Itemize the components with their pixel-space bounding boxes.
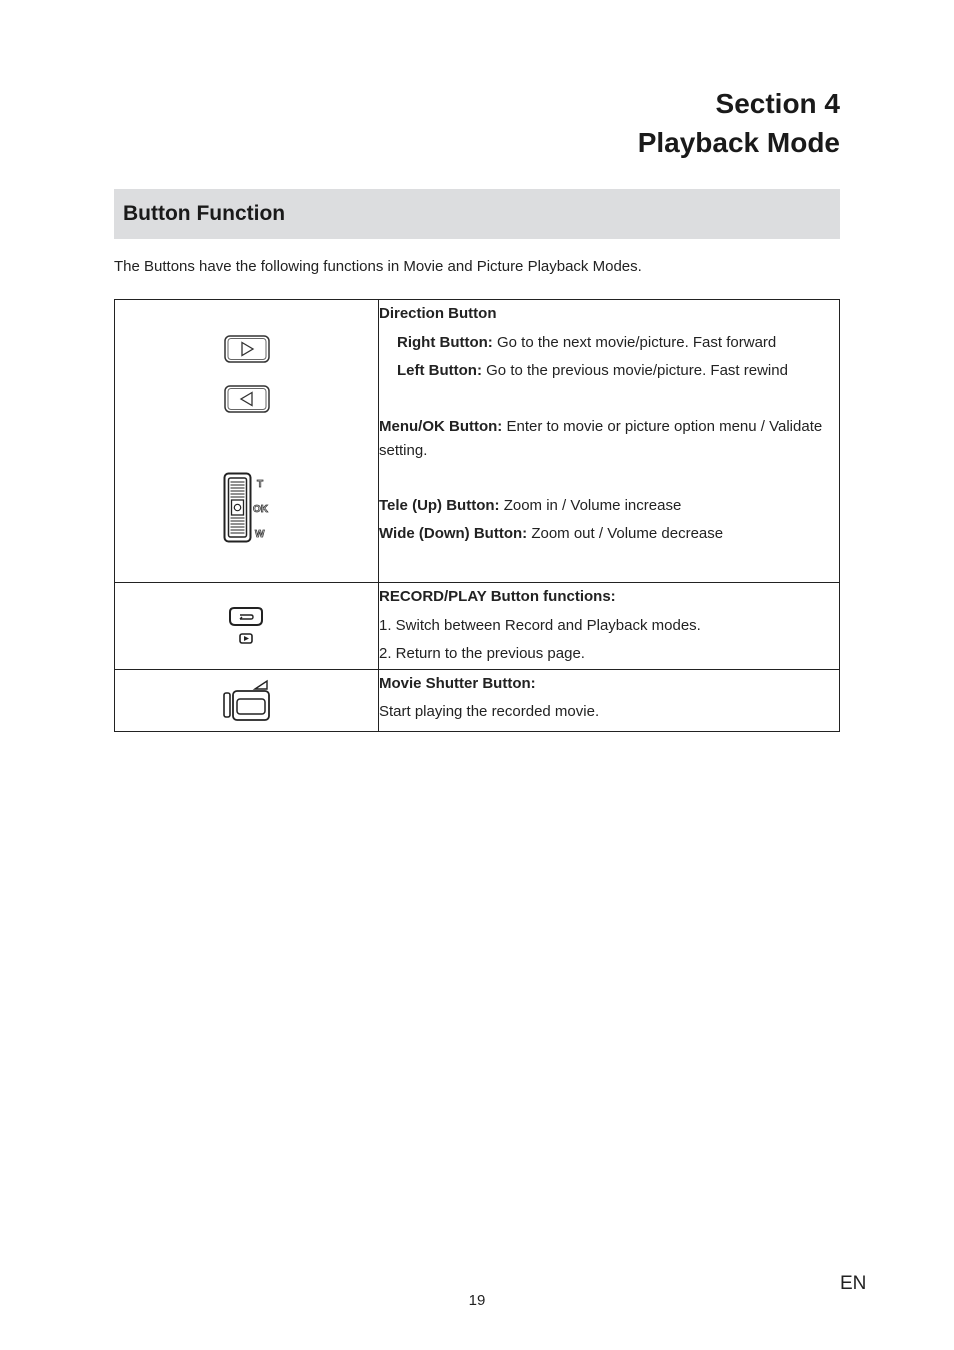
record-play-heading: RECORD/PLAY Button functions: [379,588,616,605]
icon-cell [115,583,379,670]
description-cell [379,583,840,670]
right-button-text: Go to the next movie/picture. Fast forward [496,333,777,351]
page-title: Playback Mode [637,127,840,158]
left-button-label: Left Button: [397,362,482,379]
movie-shutter-text: Start playing the recorded movie. [379,703,600,720]
tele-description [379,492,839,521]
icon-cell [115,300,379,583]
table-row [115,669,840,731]
wide-description [379,520,839,549]
record-play-item-1: 1. Switch between Record and Playback modes. [379,616,701,634]
rocker-wide-label: W [255,529,265,540]
menu-ok-text: Enter to movie or picture option menu / Validate setting. [379,417,823,459]
intro-paragraph: The Buttons have the following functions in Movie and Picture Playback Modes. [114,258,642,275]
rocker-tele-label: T [257,479,264,490]
zoom-ok-rocker-icon [223,472,273,544]
wide-text: Zoom out / Volume decrease [531,525,724,542]
right-button-label: Right Button: [397,333,493,351]
page-number: 19 [468,1292,486,1309]
movie-shutter-heading: Movie Shutter Button: [379,674,536,692]
record-play-button-icon [227,607,265,647]
record-play-item-2: 2. Return to the previous page. [379,645,585,662]
icon-cell [115,669,379,731]
right-arrow-button-icon [224,335,270,363]
movie-shutter-button-icon [221,679,273,723]
table-row [115,300,840,583]
wide-label: Wide (Down) Button: [379,525,528,542]
menu-ok-description [379,415,839,463]
left-button-description [379,357,839,386]
table-row [115,583,840,670]
section-number: Section 4 [715,88,840,119]
left-button-text: Go to the previous movie/picture. Fast rewind [486,362,788,379]
language-code: EN [840,1273,867,1294]
right-button-description [379,329,839,358]
tele-text: Zoom in / Volume increase [503,496,682,514]
section-header-bar [114,189,840,239]
page-heading [638,84,840,162]
button-function-table [114,299,840,732]
direction-button-heading: Direction Button [379,305,497,322]
menu-ok-label: Menu/OK Button: [379,417,503,435]
description-cell [379,300,840,583]
description-cell [379,669,840,731]
section-title: Button Function [123,202,286,225]
rocker-ok-label: OK [253,504,268,515]
left-arrow-button-icon [224,385,270,413]
tele-label: Tele (Up) Button: [379,496,500,514]
